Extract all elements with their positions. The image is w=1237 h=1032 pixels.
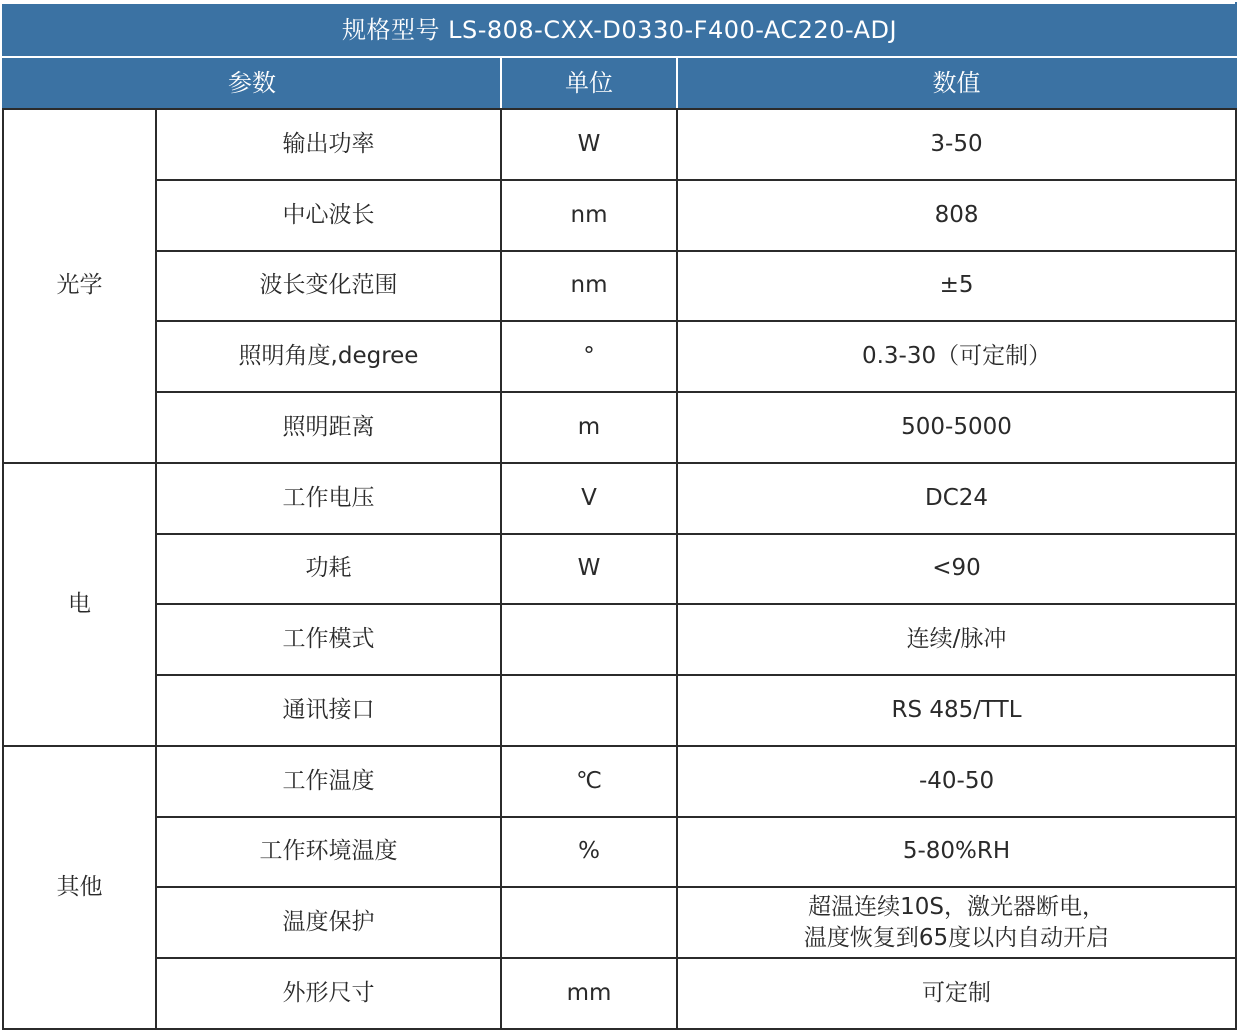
unit-cell: W (501, 109, 677, 180)
value-cell: 3-50 (677, 109, 1236, 180)
value-cell: 0.3-30（可定制） (677, 321, 1236, 392)
param-cell: 工作温度 (156, 746, 501, 817)
table-row (3, 392, 1236, 463)
value-cell-multiline (677, 887, 1236, 958)
unit-cell: nm (501, 251, 677, 322)
table-title: 规格型号 LS-808-CXX-D0330-F400-AC220-ADJ (3, 3, 1236, 57)
unit-cell: nm (501, 180, 677, 251)
table-row (3, 321, 1236, 392)
unit-cell: % (501, 817, 677, 888)
value-cell: ±5 (677, 251, 1236, 322)
header-row (3, 57, 1236, 110)
table-row (3, 534, 1236, 605)
param-cell: 工作环境温度 (156, 817, 501, 888)
unit-cell: ° (501, 321, 677, 392)
unit-cell: ℃ (501, 746, 677, 817)
unit-cell (501, 887, 677, 958)
table-row (3, 675, 1236, 746)
value-cell: 500-5000 (677, 392, 1236, 463)
param-cell: 外形尺寸 (156, 958, 501, 1029)
table-row (3, 604, 1236, 675)
value-cell: 808 (677, 180, 1236, 251)
value-cell: 5-80%RH (677, 817, 1236, 888)
value-cell: 连续/脉冲 (677, 604, 1236, 675)
param-cell: 照明距离 (156, 392, 501, 463)
value-cell: RS 485/TTL (677, 675, 1236, 746)
value-cell: DC24 (677, 463, 1236, 534)
unit-cell (501, 675, 677, 746)
group-label-optical: 光学 (3, 109, 156, 463)
table-row (3, 887, 1236, 958)
table-row (3, 817, 1236, 888)
group-label-electrical: 电 (3, 463, 156, 746)
param-cell: 通讯接口 (156, 675, 501, 746)
column-header-unit: 单位 (501, 57, 677, 110)
column-header-value: 数值 (677, 57, 1236, 110)
table-row (3, 251, 1236, 322)
value-cell: -40-50 (677, 746, 1236, 817)
value-cell: 可定制 (677, 958, 1236, 1029)
unit-cell: m (501, 392, 677, 463)
table-row (3, 109, 1236, 180)
unit-cell: V (501, 463, 677, 534)
param-cell: 温度保护 (156, 887, 501, 958)
table-row (3, 180, 1236, 251)
param-cell: 输出功率 (156, 109, 501, 180)
table-row (3, 463, 1236, 534)
column-header-param: 参数 (3, 57, 501, 110)
param-cell: 工作模式 (156, 604, 501, 675)
title-row (3, 3, 1236, 57)
table-row (3, 958, 1236, 1029)
unit-cell: W (501, 534, 677, 605)
value-cell: <90 (677, 534, 1236, 605)
unit-cell (501, 604, 677, 675)
value-line-1: 超温连续10S，激光器断电， (808, 893, 1105, 920)
spec-table (2, 2, 1237, 1030)
param-cell: 工作电压 (156, 463, 501, 534)
param-cell: 波长变化范围 (156, 251, 501, 322)
param-cell: 照明角度,degree (156, 321, 501, 392)
unit-cell: mm (501, 958, 677, 1029)
param-cell: 中心波长 (156, 180, 501, 251)
value-line-2: 温度恢复到65度以内自动开启 (803, 924, 1110, 951)
table-row (3, 746, 1236, 817)
param-cell: 功耗 (156, 534, 501, 605)
group-label-other: 其他 (3, 746, 156, 1029)
